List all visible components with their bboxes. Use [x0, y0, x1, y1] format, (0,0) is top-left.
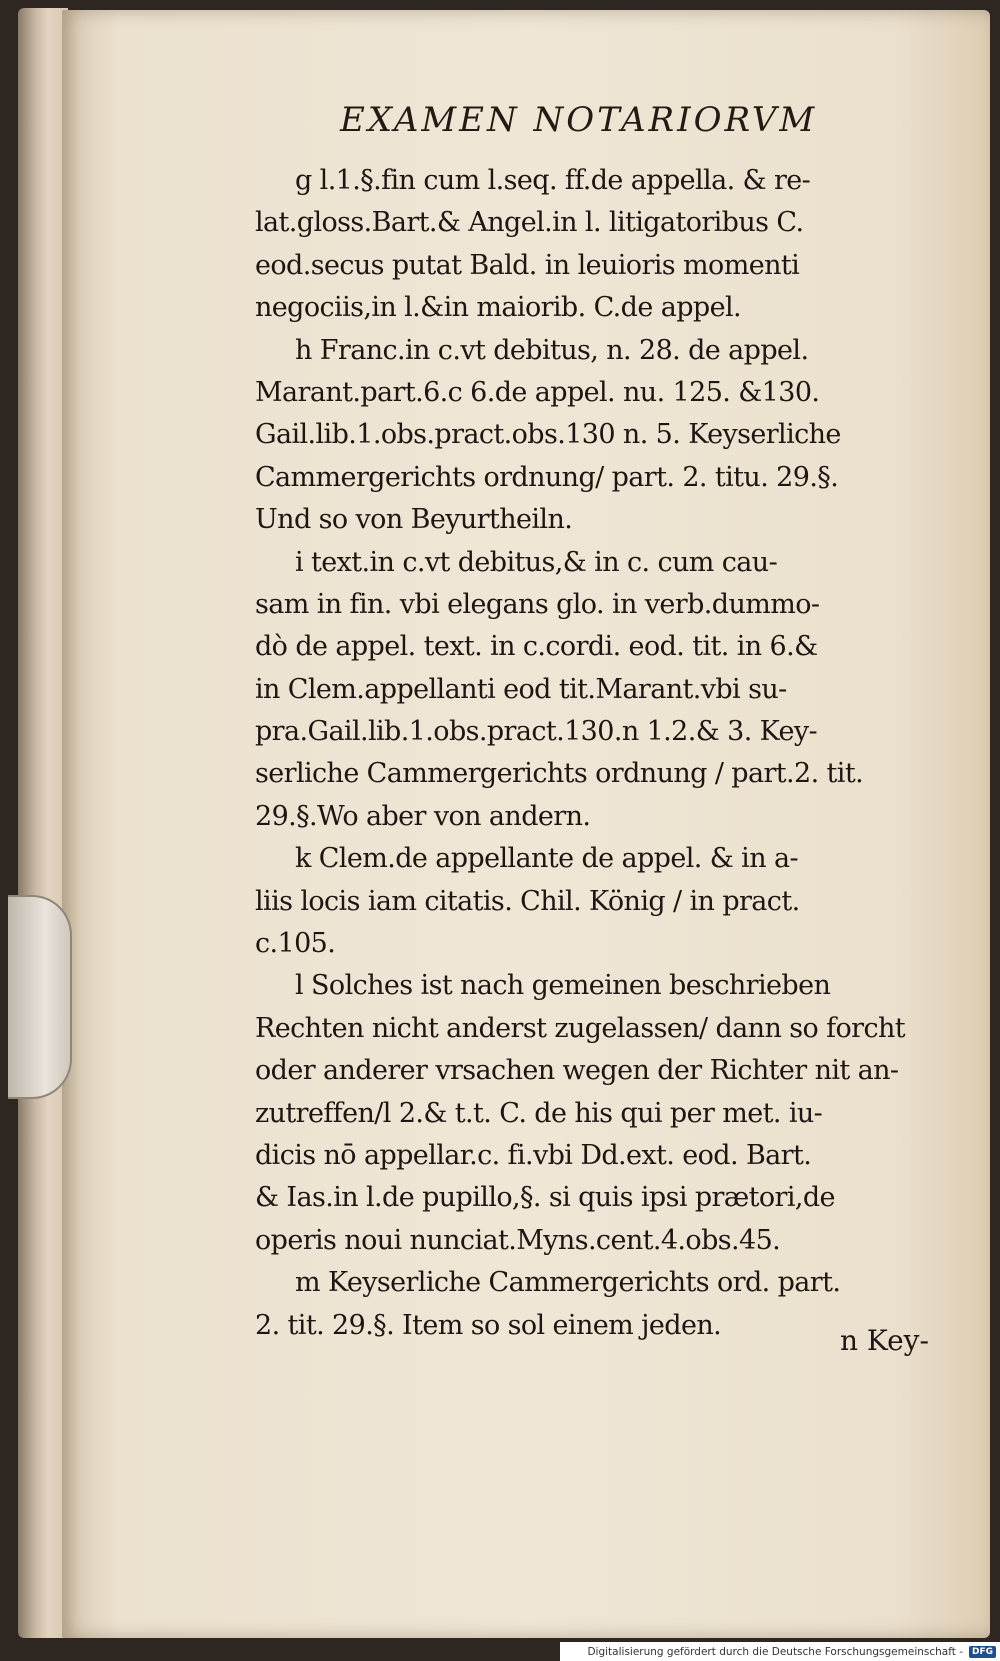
- text-line: dò de appel. text. in c.cordi. eod. tit. in 6.&: [255, 631, 818, 663]
- text-line: 2. tit. 29.§. Item so sol einem jeden.: [255, 1309, 722, 1341]
- digitization-credit: [560, 1642, 1000, 1661]
- text-line: lat.gloss.Bart.& Angel.in l. litigatoribus C.: [255, 207, 804, 239]
- catchword: n Key-: [840, 1324, 929, 1357]
- text-line: Marant.part.6.c 6.de appel. nu. 125. &130.: [255, 376, 820, 408]
- page-stack-edge: [18, 8, 68, 1638]
- text-line: dicis nō appellar.c. fi.vbi Dd.ext. eod. Bart.: [255, 1139, 812, 1171]
- text-line: k Clem.de appellante de appel. & in a-: [295, 843, 798, 875]
- text-line: Rechten nicht anderst zugelassen/ dann so forcht: [255, 1012, 906, 1044]
- text-line: Gail.lib.1.obs.pract.obs.130 n. 5. Keyserliche: [255, 419, 841, 451]
- dfg-logo: DFG: [969, 1646, 996, 1658]
- text-line: pra.Gail.lib.1.obs.pract.130.n 1.2.& 3. Key-: [255, 716, 818, 748]
- text-line: Cammergerichts ordnung/ part. 2. titu. 29.§.: [255, 461, 839, 493]
- text-line: in Clem.appellanti eod tit.Marant.vbi su-: [255, 673, 787, 705]
- text-line: & Ias.in l.de pupillo,§. si quis ipsi prætori,de: [255, 1182, 835, 1214]
- text-line: sam in fin. vbi elegans glo. in verb.dummo-: [255, 588, 820, 620]
- text-line: 29.§.Wo aber von andern.: [255, 800, 591, 832]
- text-line: Und so von Beyurtheiln.: [255, 504, 573, 536]
- page-text: [255, 160, 910, 1347]
- credit-text: Digitalisierung gefördert durch die Deutsche Forschungsgemeinschaft -: [587, 1645, 963, 1658]
- running-head: EXAMEN NOTARIORVM: [340, 100, 818, 140]
- text-line: eod.secus putat Bald. in leuioris momenti: [255, 249, 800, 281]
- text-line: g l.1.§.fin cum l.seq. ff.de appella. & re-: [295, 165, 811, 196]
- text-line: m Keyserliche Cammergerichts ord. part.: [295, 1267, 841, 1299]
- text-line: zutreffen/l 2.& t.t. C. de his qui per met. iu-: [255, 1097, 823, 1129]
- text-line: oder anderer vrsachen wegen der Richter nit an-: [255, 1055, 899, 1087]
- text-line: i text.in c.vt debitus,& in c. cum cau-: [295, 546, 778, 578]
- text-line: liis locis iam citatis. Chil. König / in pract.: [255, 885, 800, 917]
- text-line: h Franc.in c.vt debitus, n. 28. de appel.: [295, 334, 809, 366]
- text-line: operis noui nunciat.Myns.cent.4.obs.45.: [255, 1224, 781, 1256]
- text-line: negociis,in l.&in maiorib. C.de appel.: [255, 292, 741, 324]
- text-line: serliche Cammergerichts ordnung / part.2. tit.: [255, 758, 864, 790]
- text-line: c.105.: [255, 928, 336, 960]
- text-line: l Solches ist nach gemeinen beschrieben: [295, 970, 831, 1002]
- holding-clip: [8, 895, 72, 1099]
